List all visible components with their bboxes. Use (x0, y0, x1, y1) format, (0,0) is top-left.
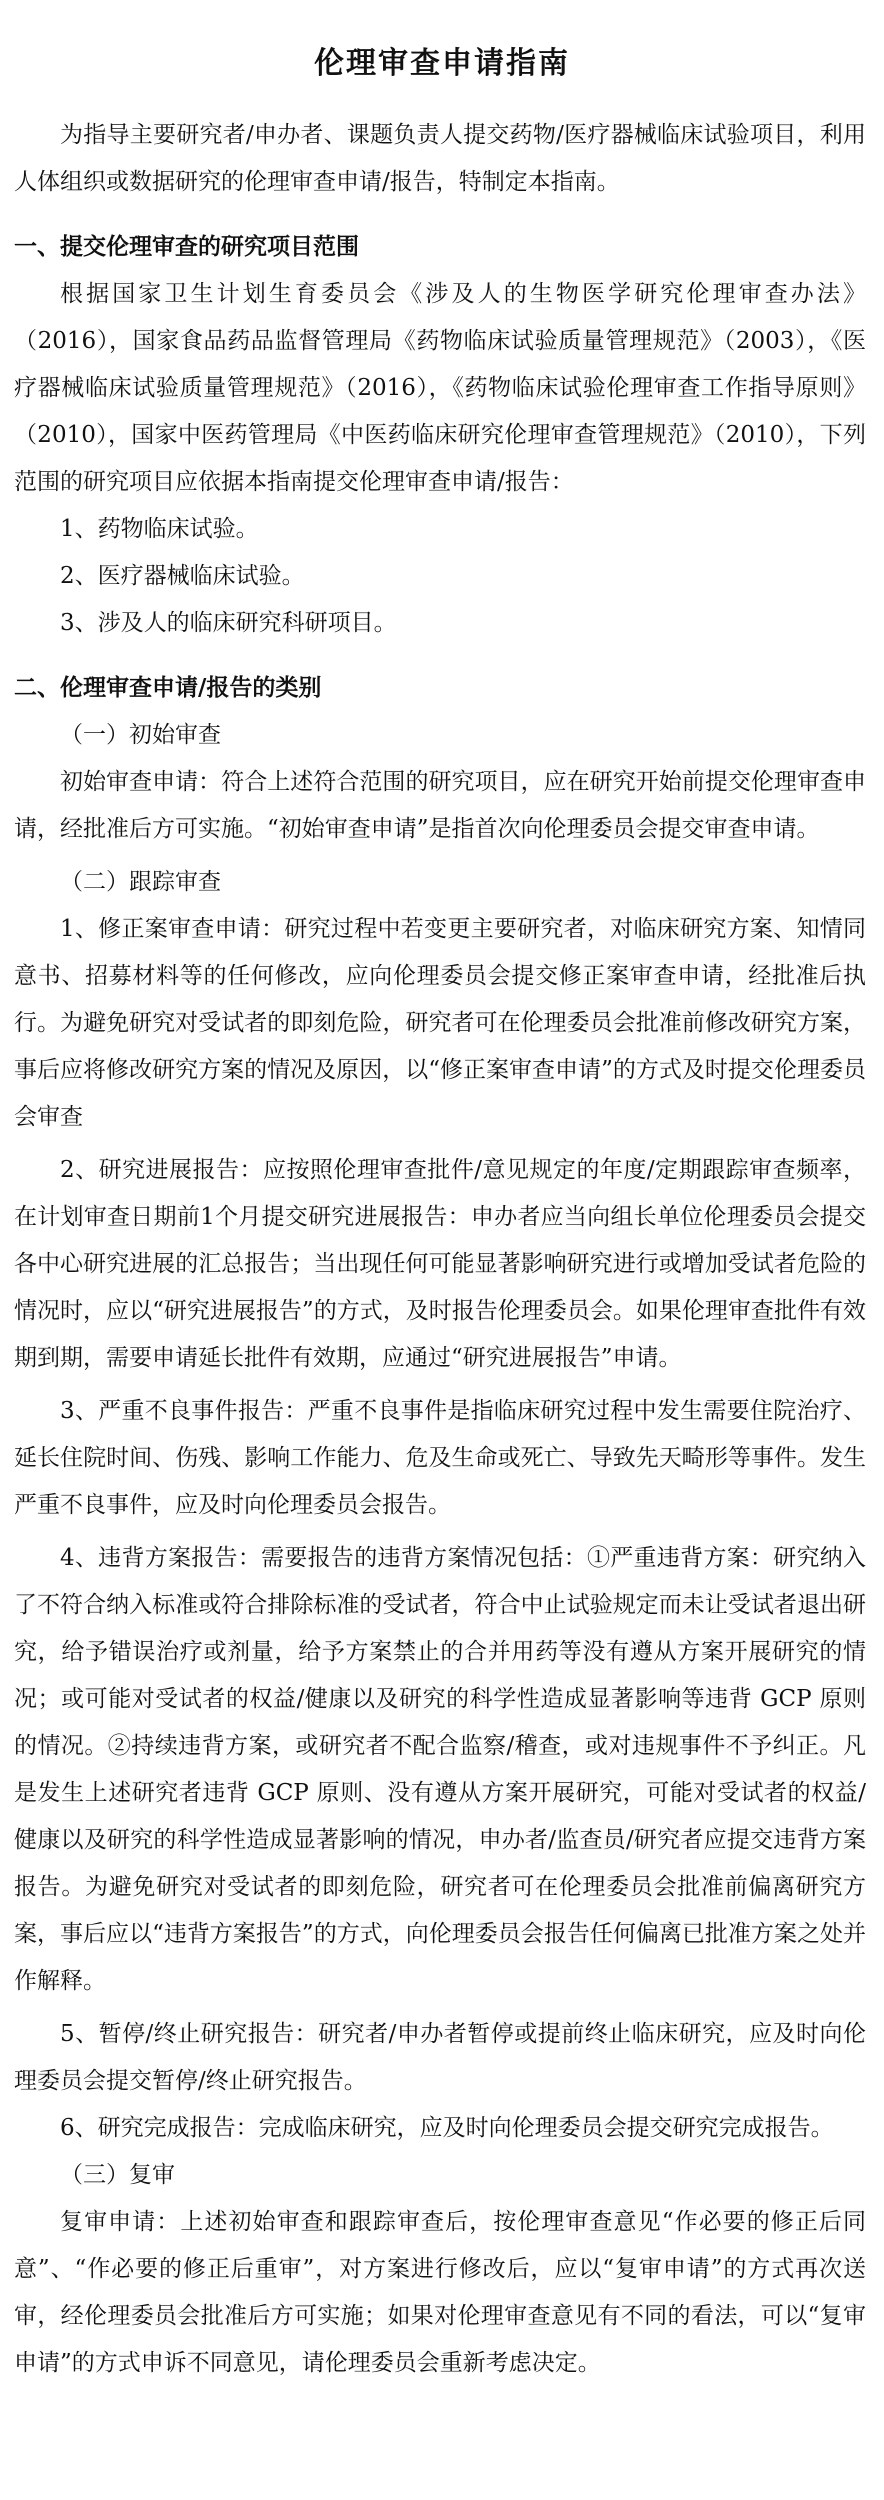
tracking-item-amendment: 1、修正案审查申请：研究过程中若变更主要研究者，对临床研究方案、知情同意书、招募材料等的任何修改，应向伦理委员会提交修正案审查申请，经批准后执行。为避免研究对受试者的即刻危险，研究者可在伦理委员会批准前修改研究方案，事后应将修改研究方案的情况及原因，以“修正案审查申请”的方式及时提交伦理委员会审查 (14, 916, 866, 1130)
tracking-item-progress-report: 2、研究进展报告：应按照伦理审查批件/意见规定的年度/定期跟踪审查频率，在计划审查日期前1个月提交研究进展报告：申办者应当向组长单位伦理委员会提交各中心研究进展的汇总报告；当出现任何可能显著影响研究进行或增加受试者危险的情况时，应以“研究进展报告”的方式，及时报告伦理委员会。如果伦理审查批件有效期到期，需要申请延长批件有效期，应通过“研究进展报告”申请。 (14, 1157, 866, 1371)
re-review-paragraph: 复审申请：上述初始审查和跟踪审查后，按伦理审查意见“作必要的修正后同意”、“作必要的修正后重审”，对方案进行修改后，应以“复审申请”的方式再次送审，经伦理委员会批准后方可实施；如果对伦理审查意见有不同的看法，可以“复审申请”的方式申诉不同意见，请伦理委员会重新考虑决定。 (14, 2209, 866, 2376)
tracking-item-sae-report: 3、严重不良事件报告：严重不良事件是指临床研究过程中发生需要住院治疗、延长住院时间、伤残、影响工作能力、危及生命或死亡、导致先天畸形等事件。发生严重不良事件，应及时向伦理委员会报告。 (14, 1398, 866, 1518)
tracking-item-suspension-report: 5、暂停/终止研究报告：研究者/申办者暂停或提前终止临床研究，应及时向伦理委员会提交暂停/终止研究报告。 (14, 2021, 866, 2094)
scope-item-1: 1、药物临床试验。 (60, 516, 259, 542)
section-1-paragraph: 根据国家卫生计划生育委员会《涉及人的生物医学研究伦理审查办法》（2016），国家食品药品监督管理局《药物临床试验质量管理规范》（2003），《医疗器械临床试验质量管理规范》（2016），《药物临床试验伦理审查工作指导原则》（2010），国家中医药管理局《中医药临床研究伦理审查管理规范》（2010），下列范围的研究项目应依据本指南提交伦理审查申请/报告： (14, 281, 866, 495)
scope-item-3: 3、涉及人的临床研究科研项目。 (60, 610, 397, 636)
tracking-item-deviation-report: 4、违背方案报告：需要报告的违背方案情况包括：①严重违背方案：研究纳入了不符合纳入标准或符合排除标准的受试者，符合中止试验规定而未让受试者退出研究，给予错误治疗或剂量，给予方案禁止的合并用药等没有遵从方案开展研究的情况；或可能对受试者的权益/健康以及研究的科学性造成显著影响等违背 GCP 原则的情况。②持续违背方案，或研究者不配合监察/稽查，或对违规事件不予纠正。凡是发生上述研究者违背 GCP 原则、没有遵从方案开展研究，可能对受试者的权益/健康以及研究的科学性造成显著影响的情况，申办者/监查员/研究者应提交违背方案报告。为避免研究对受试者的即刻危险，研究者可在伦理委员会批准前偏离研究方案，事后应以“违背方案报告”的方式，向伦理委员会报告任何偏离已批准方案之处并作解释。 (14, 1545, 866, 1994)
tracking-review-heading: （二）跟踪审查 (60, 869, 221, 895)
section-2-heading: 二、伦理审查申请/报告的类别 (14, 675, 322, 701)
intro-paragraph: 为指导主要研究者/申办者、课题负责人提交药物/医疗器械临床试验项目，利用人体组织或数据研究的伦理审查申请/报告，特制定本指南。 (14, 122, 866, 195)
section-1-heading: 一、提交伦理审查的研究项目范围 (14, 234, 359, 260)
document-body (14, 112, 866, 2387)
document-title: 伦理审查申请指南 (314, 46, 570, 81)
initial-review-heading: （一）初始审查 (60, 722, 221, 748)
tracking-item-completion-report: 6、研究完成报告：完成临床研究，应及时向伦理委员会提交研究完成报告。 (60, 2115, 834, 2141)
re-review-heading: （三）复审 (60, 2162, 175, 2188)
initial-review-paragraph: 初始审查申请：符合上述符合范围的研究项目，应在研究开始前提交伦理审查申请，经批准后方可实施。“初始审查申请”是指首次向伦理委员会提交审查申请。 (14, 769, 866, 842)
scope-item-2: 2、医疗器械临床试验。 (60, 563, 305, 589)
